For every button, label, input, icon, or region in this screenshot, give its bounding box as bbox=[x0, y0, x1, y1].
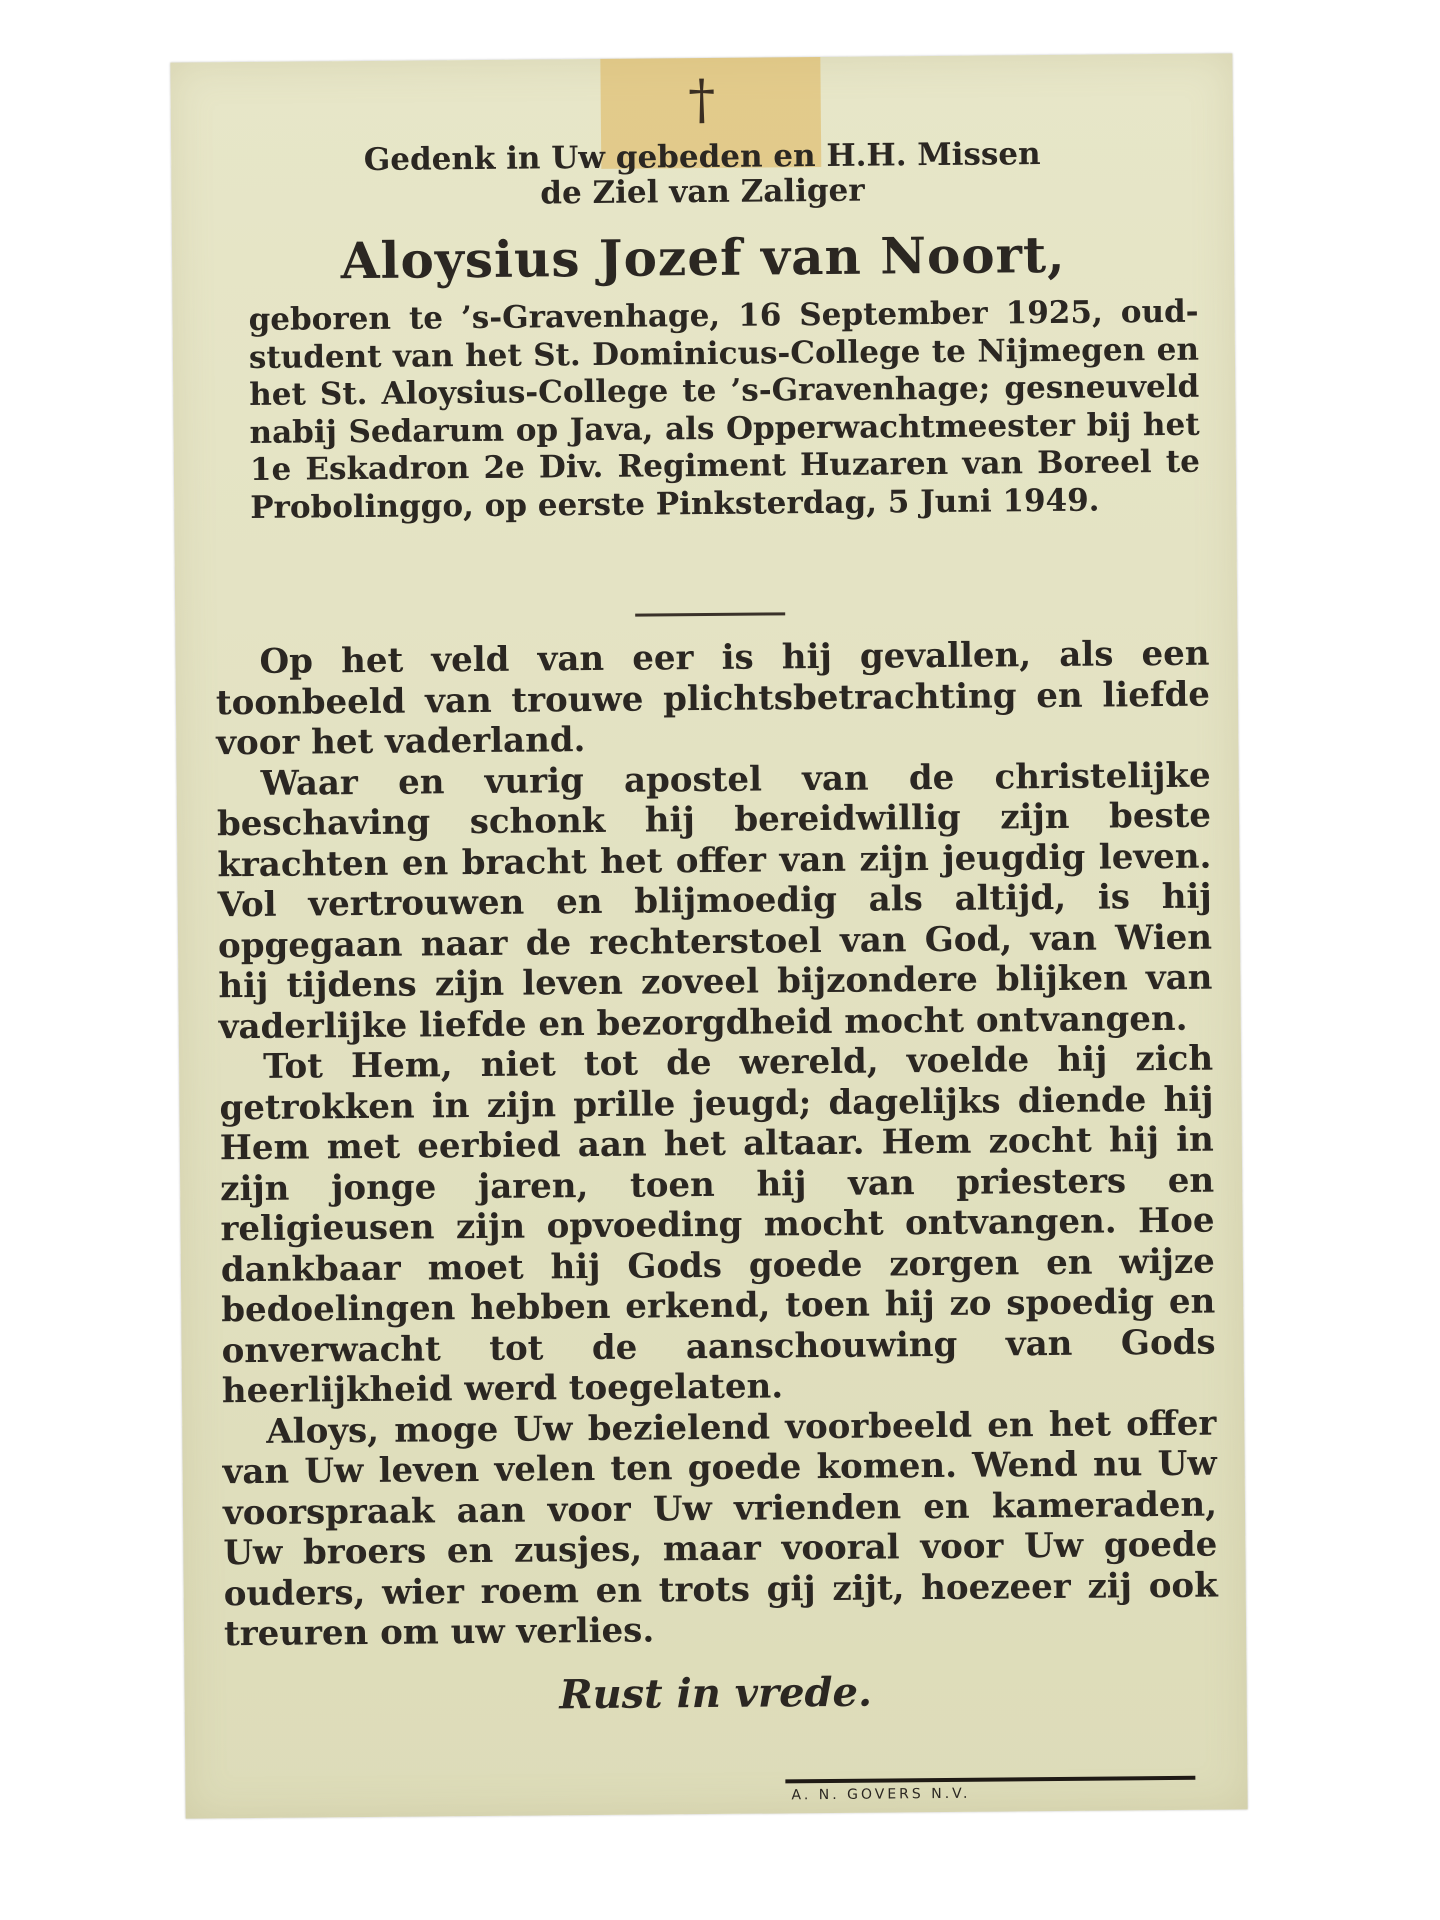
paragraph-3: Tot Hem, niet tot de wereld, voelde hij zich getrokken in zijn prille jeugd; dagelijks diende hij Hem met eerbied aan het altaar. Hem zocht hij in zijn jonge jaren, toen hij van priesters en religieusen zijn opvoeding mocht ontvangen. Hoe dankbaar moet hij Gods goede zorgen en wijze bedoelingen hebben erkend, toen hij zo spoedig en onverwacht tot de aanschouwing van Gods heerlijkheid werd toegelaten. bbox=[219, 1038, 1216, 1412]
paragraph-4: Aloys, moge Uw bezielend voorbeeld en het offer van Uw leven velen ten goede komen. Wend nu Uw voorspraak aan voor Uw vrienden en kameraden, Uw broers en zusjes, maar vooral voor Uw goede ouders, wier roem en trots gij zijt, hoezeer zij ook treuren om uw verlies. bbox=[222, 1403, 1218, 1655]
intro-line-1: Gedenk in Uw gebeden en H.H. Missen bbox=[363, 136, 1041, 178]
divider-rule bbox=[635, 612, 785, 616]
paragraph-2: Waar en vurig apostel van de christelijke beschaving schonk hij bereidwillig zijn beste krachten en bracht het offer van zijn jeugdig leven. Vol vertrouwen en blijmoedig als altijd, is hij opgegaan naar de rechterstoel van God, van Wien hij tijdens zijn leven zoveel bijzondere blijken van vaderlijke liefde en bezorgdheid mocht ontvangen. bbox=[216, 755, 1213, 1047]
closing-line: Rust in vrede. bbox=[559, 1668, 873, 1719]
intro-line-2: de Ziel van Zaliger bbox=[540, 172, 865, 212]
deceased-name: Aloysius Jozef van Noort, bbox=[340, 224, 1066, 291]
cross-icon: † bbox=[687, 67, 716, 132]
memorial-text bbox=[215, 634, 1218, 1655]
biography-text: geboren te ’s-Gravenhage, 16 September 1925, oud-student van het St. Dominicus-College te Nijmegen en het St. Aloysius-College te ’s-Gravenhage; gesneuveld nabij Sedarum op Java, als Opperwachtmeester bij het 1e Eskadron 2e Div. Regiment Huzaren van Boreel te Probolinggo, op eerste Pinksterdag, 5 Juni 1949. bbox=[248, 293, 1201, 526]
intro-text bbox=[231, 136, 1174, 214]
paragraph-1: Op het veld van eer is hij gevallen, als een toonbeeld van trouwe plichtsbetrachting en liefde voor het vaderland. bbox=[215, 633, 1211, 764]
memorial-card bbox=[170, 53, 1247, 1818]
printer-imprint: A. N. GOVERS N.V. bbox=[791, 1785, 971, 1804]
printer-rule bbox=[785, 1776, 1195, 1784]
